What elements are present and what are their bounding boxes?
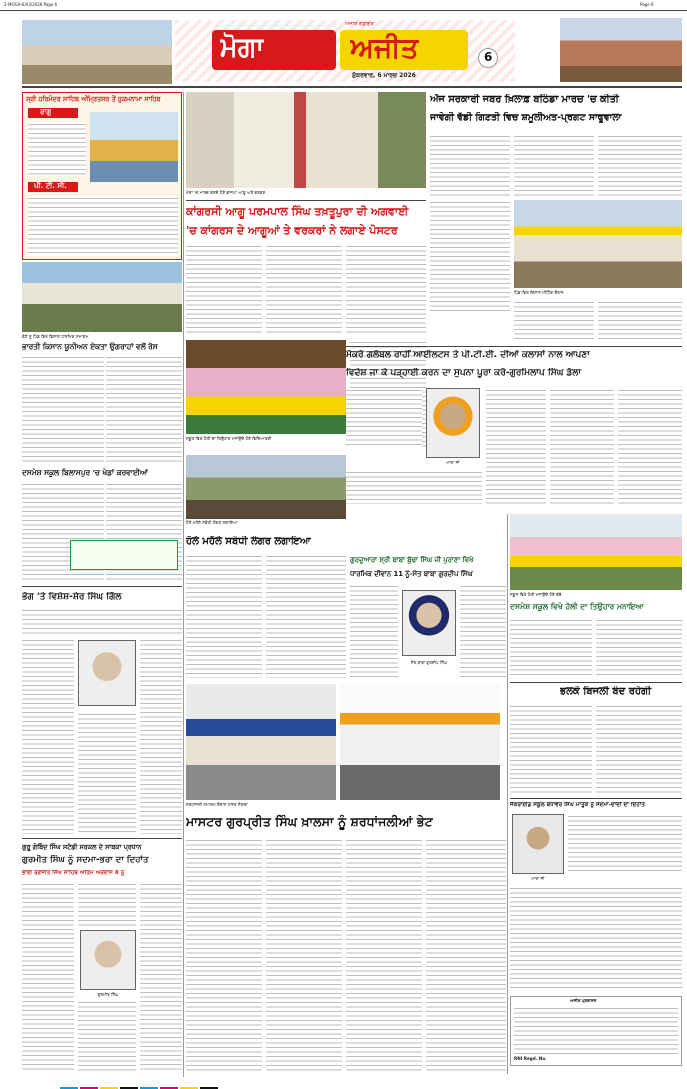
left-photo-1: [22, 262, 182, 332]
right-death-mug: [512, 814, 564, 874]
right-top-body-2: [514, 134, 594, 198]
color-strip: [60, 1079, 620, 1087]
top-strip-left: 2-MOGA-6/03/2026 Page 6: [4, 2, 58, 7]
right-mug-photo: [426, 388, 480, 458]
left-rule-1: [22, 586, 182, 587]
ptc-tag: ਪੀ. ਟੀ. ਸੀ.: [34, 182, 67, 190]
center-gurdwara-headline-2: ਧਾਰਮਿਕ ਦੀਵਾਨ 11 ਨੂੰ-ਸੰਤ ਬਾਬਾ ਗੁਰਦੀਪ ਸਿੰਘ: [350, 570, 473, 578]
right-top-body-6: [598, 300, 682, 342]
center-mug-caption: ਸੰਤ ਬਾਬਾ ਗੁਰਦੀਪ ਸਿੰਘ: [410, 660, 448, 665]
imprint-title: ਅਜੀਤ ਪ੍ਰਕਾਸ਼ਨ: [570, 998, 597, 1003]
center-hola-body-2: [266, 554, 346, 678]
right-rule-1: [346, 346, 682, 347]
masthead-right-photo: [560, 18, 682, 82]
hukamnama-text: [28, 122, 86, 176]
center-bottom-body-2: [266, 838, 342, 1074]
right-holi-photo-caption: ਸਕੂਲ ਵਿਖੇ ਹੋਲੀ ਮਨਾਉਂਦੇ ਹੋਏ ਬੱਚੇ: [510, 592, 562, 597]
center-lead-headline-1: ਕਾਂਗਰਸੀ ਆਗੂ ਪਰਮਪਾਲ ਸਿੰਘ ਤਖ਼ਤੂਪੁਰਾ ਦੀ ਅਗਵਾਈ: [186, 205, 409, 218]
masthead-paper-prefix: ਅਜੀਤ ਗੰਡੀਗੜ: [345, 22, 374, 27]
masthead-city: ਮੋਗਾ: [220, 32, 265, 63]
left-photo-1-caption: ਕੋਠੇ ਸੂ ਪਿੰਡ ਵਿਖੇ ਵਿਸ਼ਾਲ ਧਾਰਮਿਕ ਸਮਾਗਮ: [22, 334, 89, 339]
center-rule-1: [186, 200, 426, 201]
left-body-1: [22, 355, 104, 465]
center-bottom-body-4: [426, 838, 506, 1074]
center-langar-photo-caption: ਹੋਲੇ ਮਹੱਲੇ ਸਬੰਧੀ ਲੰਗਰ ਲਗਾਇਆ: [186, 520, 238, 525]
right-mid-body-1: [346, 388, 422, 448]
right-mid-headline-2: ਵਿਦੇਸ਼ ਜਾ ਕੇ ਪੜ੍ਹਾਈ ਕਰਨ ਦਾ ਸੁਪਨਾ ਪੂਰਾ ਕਰੋ-ਗੁਰਮਿਲਾਪ ਸਿੰਘ ਡੱਲਾ: [346, 368, 582, 378]
center-lead-body-2: [266, 244, 342, 334]
right-power-body-1: [510, 704, 592, 794]
right-mug-caption: ਮਾਤਾ ਜੀ: [446, 460, 460, 465]
right-mid-body-4: [618, 388, 682, 504]
golden-temple-photo: [90, 112, 178, 182]
hukamnama-tag: ਰਾਗੁ: [40, 108, 52, 116]
center-bottom-headline: ਮਾਸਟਰ ਗੁਰਪ੍ਰੀਤ ਸਿੰਘ ਖ਼ਾਲਸਾ ਨੂੰ ਸ਼ਰਧਾਂਜਲੀਆਂ ਭੇਟ: [186, 814, 433, 829]
gutter-left: [183, 92, 184, 1077]
left-headline-5-sub: ਭਾਈ ਰਣਜੀਤ ਸਿੰਘ ਸਾਹਿਬ ਅੰਤਿਮ ਅਰਦਾਸ 8 ਨੂੰ: [22, 870, 125, 876]
left-body-4: [22, 882, 74, 1072]
right-top-headline-1: ਅੱਜ ਸਰਕਾਰੀ ਜਬਰ ਖ਼ਿਲਾਫ਼ ਬਠਿੰਡਾ ਮਾਰਚ 'ਚ ਕੀਤੀ: [430, 94, 619, 105]
left-headline-1: ਭਾਰਤੀ ਕਿਸਾਨ ਯੂਨੀਅਨ ਏਕਤਾ ਉਗਰਾਹਾਂ ਵਲੋਂ ਰੋਸ: [22, 342, 158, 351]
right-rule-3: [510, 798, 682, 799]
left-body-1b: [106, 355, 182, 465]
right-mid-body-2: [486, 388, 546, 504]
right-top-photo: [514, 200, 682, 288]
right-top-body-5: [514, 300, 594, 342]
right-mid-headline-1: ਮੈਕਰੋ ਗਲੋਬਲ ਰਾਹੀਂ ਆਈਲਟਸ ਤੇ ਪੀ.ਟੀ.ਈ. ਦੀਆਂ ਕਲਾਸਾਂ ਨਾਲ ਆਪਣਾ: [346, 350, 590, 360]
right-death-headline: ਜੈਕਰਾਈਡ ਸਕੂਲ ਬਧਾਵਰ ਸਿੰਘ ਮਾਤੂਕੇ ਨੂੰ ਸਦਮਾ-ਦਾਦੀ ਦਾ ਦਿਹਾਂਤ: [510, 802, 645, 808]
left-inset-box: [70, 540, 178, 570]
right-holi-headline: ਦਸਮੇਸ਼ ਸਕੂਲ ਵਿਖੇ ਹੋਲੀ ਦਾ ਤਿਉਹਾਰ ਮਨਾਇਆ: [510, 602, 644, 611]
left-body-4b: [78, 882, 136, 926]
imprint-body: [514, 1006, 678, 1054]
gutter-right: [507, 514, 508, 1074]
center-langar-photo: [186, 455, 346, 519]
center-hola-body-1: [186, 554, 262, 678]
right-power-body-2: [596, 704, 682, 794]
center-top-photo-caption: ਮੋਗਾ 'ਚ ਮਾਰਚ ਕਰਦੇ ਹੋਏ ਭਾਜਪਾ ਆਗੂ ਅਤੇ ਵਰਕਰ: [186, 190, 266, 195]
center-lead-body-3: [346, 244, 426, 334]
left-body-4d: [78, 1000, 136, 1072]
hukamnama-tag-box: [28, 108, 78, 118]
center-lead-headline-2: 'ਚ ਕਾਂਗਰਸ ਦੇ ਆਗੂਆਂ ਤੇ ਵਰਕਰਾਂ ਨੇ ਲਗਾਏ ਪੋਸਟਰ: [186, 224, 398, 237]
right-holi-body-1: [510, 618, 592, 678]
center-mug-photo: [402, 590, 456, 656]
center-headline-hola: ਹੋਲੇ ਮਹੱਲੇ ਸਬੰਧੀ ਲੰਗਰ ਲਗਾਇਆ: [186, 536, 311, 547]
center-gurdwara-headline-1: ਗੁਰਦੁਆਰਾ ਸ਼੍ਰੀ ਬਾਬਾ ਬੁੱਢਾ ਸਿੰਘ ਜੀ ਪੁਰਾਣਾ ਵਿਖੇ: [350, 556, 474, 564]
center-gurdwara-body-1: [350, 584, 398, 678]
center-bottom-body-1: [186, 838, 262, 1074]
top-rule: [0, 10, 687, 11]
center-bottom-body-3: [346, 838, 422, 1074]
center-top-photo: [186, 92, 426, 188]
center-gurdwara-body-2: [460, 584, 506, 678]
right-power-headline: ਭਲਕੇ ਬਿਜਲੀ ਬੰਦ ਰਹੇਗੀ: [560, 686, 652, 697]
right-rule-2: [510, 682, 682, 683]
left-body-3c: [140, 638, 182, 834]
imprint-reg: RNI Regd. No.: [514, 1056, 547, 1061]
masthead-date: ਸ਼ੁੱਕਰਵਾਰ, 6 ਮਾਰਚ 2026: [352, 72, 416, 79]
center-holi-photo-caption: ਸਕੂਲ ਵਿਖੇ ਹੋਲੀ ਦਾ ਤਿਉਹਾਰ ਮਨਾਉਂਦੇ ਹੋਏ ਵਿਦਿਆਰਥੀ: [186, 436, 272, 441]
left-headline-2: ਦਸਮੇਸ਼ ਸਕੂਲ ਬਿਲਾਸਪੁਰ 'ਚ ਖੇਡਾਂ ਕਰਵਾਈਆਂ: [22, 468, 148, 477]
center-lead-body-1: [186, 244, 262, 334]
right-top-body-1: [430, 134, 510, 198]
masthead-paper: ਅਜੀਤ: [350, 31, 419, 64]
right-mid-body-5: [346, 470, 482, 504]
top-strip-right: Page 6: [640, 2, 654, 7]
center-bottom-photo-1: [186, 684, 336, 800]
center-bottom-photo-2: [340, 684, 500, 800]
right-top-headline-2: ਜਾਵੇਗੀ ਵੱਡੀ ਗਿਣਤੀ ਵਿਚ ਸ਼ਮੂਲੀਅਤ-ਪ੍ਰਗਟ ਸਾਫੂਵਾਲਾ: [430, 112, 622, 123]
left-headline-5: ਗੁਰਮੀਤ ਸਿੰਘ ਨੂੰ ਸਦਮਾ-ਭਰਾ ਦਾ ਦਿਹਾਂਤ: [22, 855, 149, 865]
left-headline-4: ਗੁਰੂ ਗੋਬਿੰਦ ਸਿੰਘ ਸਟੱਡੀ ਸਰਕਲ ਦੇ ਸਾਬਕਾ ਪ੍ਰਧਾਨ: [22, 843, 142, 851]
left-body-4c: [140, 882, 182, 1072]
right-death-body-2: [510, 886, 682, 990]
left-mug-photo-2: [80, 930, 136, 990]
right-death-mug-caption: ਮਾਤਾ ਜੀ: [531, 876, 545, 881]
center-bottom-photo-caption: ਸ਼ਰਧਾਂਜਲੀ ਸਮਾਗਮ ਦੌਰਾਨ ਹਾਜ਼ਰ ਸੰਗਤਾਂ: [186, 802, 248, 807]
left-rule-2: [22, 838, 182, 839]
left-body-3b: [22, 638, 74, 834]
left-body-3: [22, 608, 182, 634]
right-top-photo-caption: ਪਿੰਡ ਵਿਖੇ ਕਿਸਾਨ ਮੀਟਿੰਗ ਦੌਰਾਨ: [514, 290, 564, 295]
right-mid-body-3: [550, 388, 614, 504]
right-top-body-3: [598, 134, 682, 198]
left-headline-3: ਭੋਗ 'ਤੇ ਵਿਸ਼ੇਸ਼-ਸ਼ੇਰ ਸਿੰਘ ਗਿੱਲ: [22, 592, 122, 602]
hukamnama-text-2: [28, 196, 178, 256]
masthead-rule: [22, 86, 682, 88]
center-holi-photo: [186, 340, 346, 434]
left-body-3d: [78, 712, 136, 832]
hukamnama-title: ਸ੍ਰੀ ਹਰਿਮੰਦਰ ਸਾਹਿਬ ਅੰਮ੍ਰਿਤਸਰ ਤੋਂ ਹੁਕਮਨਾਮਾ ਸਾਹਿਬ: [26, 95, 161, 103]
left-mug-photo: [78, 640, 136, 706]
right-death-body-1: [568, 814, 682, 874]
right-holi-photo: [510, 514, 682, 590]
right-holi-body-2: [596, 618, 682, 678]
masthead-left-photo: [22, 20, 172, 84]
left-mug-caption: ਗੁਰਮੀਤ ਸਿੰਘ: [97, 992, 119, 997]
right-top-body-4: [430, 200, 510, 314]
page-number: 6: [484, 50, 493, 64]
